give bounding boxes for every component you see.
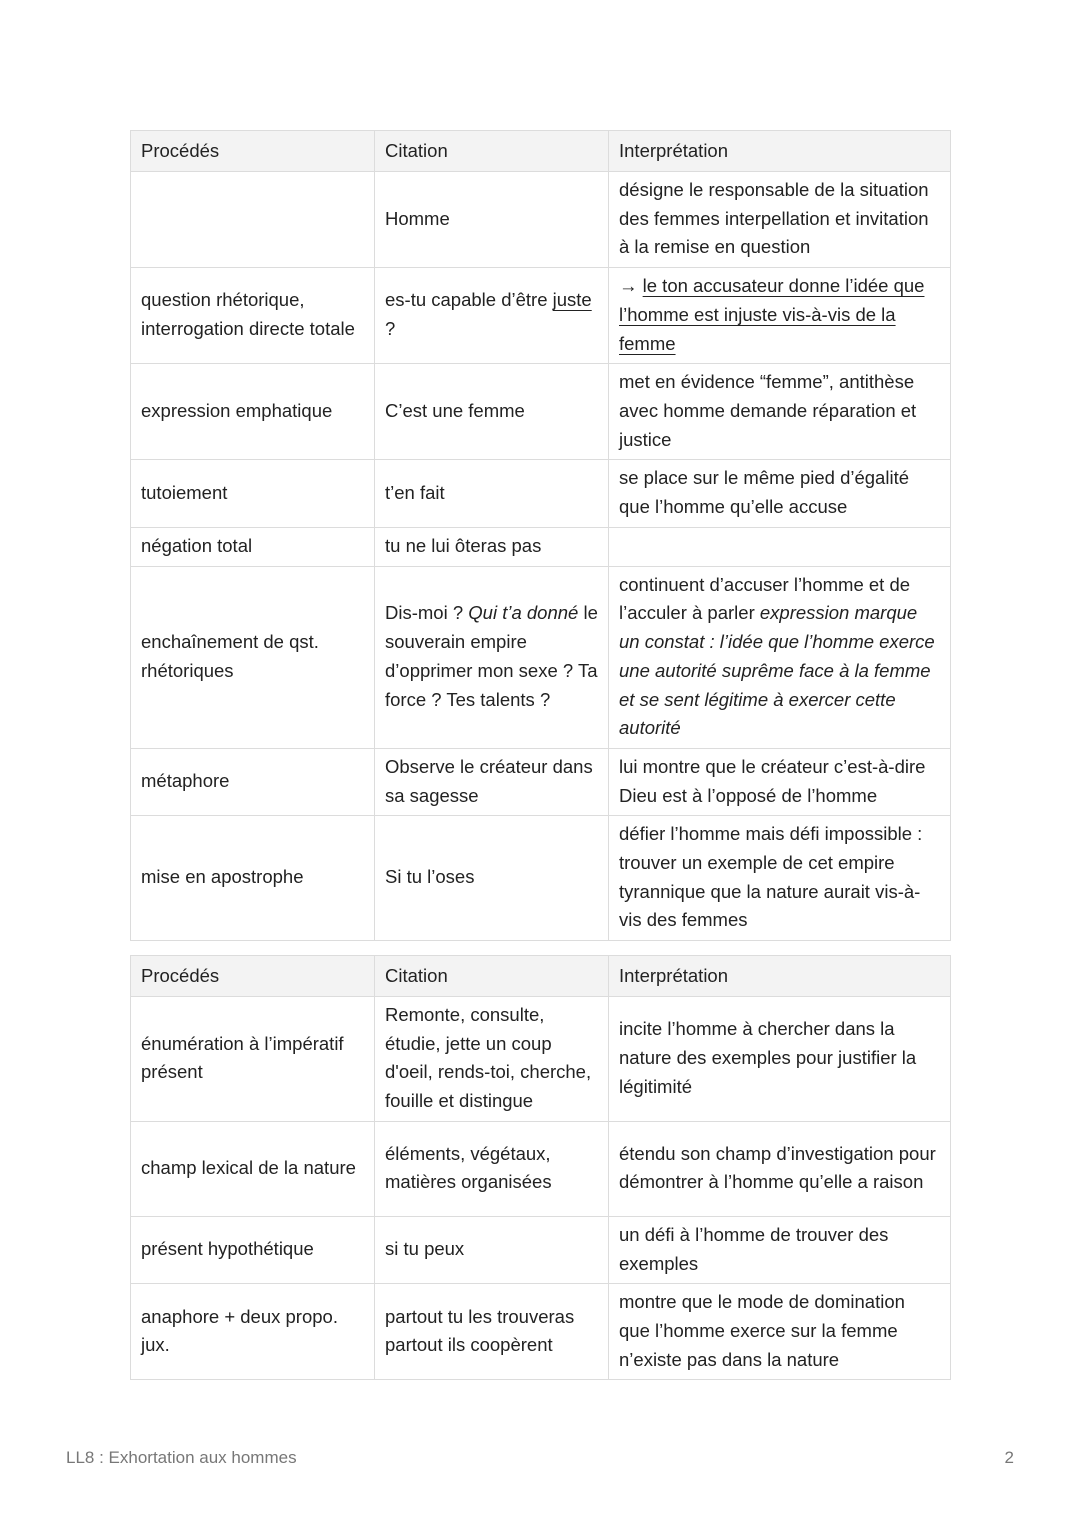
table-row xyxy=(131,997,951,1122)
arrow-icon: → xyxy=(619,275,643,297)
cell-citation: partout tu les trouveras partout ils coopèrent xyxy=(375,1284,609,1380)
table-row xyxy=(131,566,951,748)
cell-citation: éléments, végétaux, matières organisées xyxy=(375,1121,609,1216)
cell-interpretation xyxy=(609,566,951,748)
cell-interpretation: défier l’homme mais défi impossible : trouver un exemple de cet empire tyrannique que la nature aurait vis-à-vis des femmes xyxy=(609,816,951,941)
table-row xyxy=(131,268,951,364)
table-header-row xyxy=(131,131,951,172)
interpretation-underlined: le ton accusateur donne l’idée que l’homme est injuste vis-à-vis de la femme xyxy=(619,275,925,354)
citation-underlined-word: juste xyxy=(552,289,592,311)
page-number: 2 xyxy=(1004,1448,1014,1467)
cell-procede: énumération à l’impératif présent xyxy=(131,997,375,1122)
cell-interpretation: incite l’homme à chercher dans la nature des exemples pour justifier la légitimité xyxy=(609,997,951,1122)
cell-procede: métaphore xyxy=(131,748,375,815)
citation-text: Dis-moi ? xyxy=(385,602,469,624)
table-row xyxy=(131,527,951,566)
cell-interpretation: lui montre que le créateur c’est-à-dire Dieu est à l’opposé de l’homme xyxy=(609,748,951,815)
header-interpretation: Interprétation xyxy=(609,956,951,997)
cell-interpretation: un défi à l’homme de trouver des exemples xyxy=(609,1216,951,1283)
cell-procede: enchaînement de qst. rhétoriques xyxy=(131,566,375,748)
cell-procede: tutoiement xyxy=(131,460,375,527)
table-header-row xyxy=(131,956,951,997)
cell-citation xyxy=(375,566,609,748)
header-citation: Citation xyxy=(375,131,609,172)
cell-interpretation: désigne le responsable de la situation des femmes interpellation et invitation à la remise en question xyxy=(609,172,951,268)
header-procedes: Procédés xyxy=(131,956,375,997)
citation-text-end: le souverain empire d’opprimer mon sexe ? Ta force ? Tes talents ? xyxy=(385,602,598,710)
interpretation-text: continuent d’accuser l’homme et de l’acculer à parler xyxy=(619,573,911,624)
table-row xyxy=(131,1121,951,1216)
analysis-table-2 xyxy=(130,955,951,1380)
header-interpretation: Interprétation xyxy=(609,131,951,172)
table-row xyxy=(131,172,951,268)
footer-title: LL8 : Exhortation aux hommes xyxy=(66,1448,297,1467)
cell-interpretation: étendu son champ d’investigation pour démontrer à l’homme qu’elle a raison xyxy=(609,1121,951,1216)
citation-text-end: ? xyxy=(385,318,396,340)
table-row xyxy=(131,1284,951,1380)
cell-interpretation xyxy=(609,268,951,364)
cell-procede: présent hypothétique xyxy=(131,1216,375,1283)
cell-citation: si tu peux xyxy=(375,1216,609,1283)
table-row xyxy=(131,1216,951,1283)
cell-procede: anaphore + deux propo. jux. xyxy=(131,1284,375,1380)
cell-citation: tu ne lui ôteras pas xyxy=(375,527,609,566)
cell-citation: Si tu l’oses xyxy=(375,816,609,941)
table-row xyxy=(131,460,951,527)
cell-citation xyxy=(375,268,609,364)
cell-interpretation: montre que le mode de domination que l’homme exerce sur la femme n’existe pas dans la nature xyxy=(609,1284,951,1380)
header-procedes: Procédés xyxy=(131,131,375,172)
cell-procede: champ lexical de la nature xyxy=(131,1121,375,1216)
cell-procede: question rhétorique, interrogation directe totale xyxy=(131,268,375,364)
citation-text: es-tu capable d’être xyxy=(385,289,553,311)
cell-procede: expression emphatique xyxy=(131,364,375,460)
cell-interpretation: se place sur le même pied d’égalité que l’homme qu’elle accuse xyxy=(609,460,951,527)
cell-procede: négation total xyxy=(131,527,375,566)
table-row xyxy=(131,816,951,941)
table-row xyxy=(131,364,951,460)
cell-citation: Homme xyxy=(375,172,609,268)
header-citation: Citation xyxy=(375,956,609,997)
cell-procede xyxy=(131,172,375,268)
citation-italic: Qui t’a donné xyxy=(468,602,579,624)
cell-procede: mise en apostrophe xyxy=(131,816,375,941)
cell-interpretation: met en évidence “femme”, antithèse avec homme demande réparation et justice xyxy=(609,364,951,460)
interpretation-italic: expression marque un constat : l’idée que l’homme exerce une autorité suprême face à la femme et se sent légitime à exercer cette autorité xyxy=(619,602,935,739)
cell-citation: t’en fait xyxy=(375,460,609,527)
analysis-table-1 xyxy=(130,130,951,941)
cell-citation: Remonte, consulte, étudie, jette un coup d'oeil, rends-toi, cherche, fouille et distingue xyxy=(375,997,609,1122)
cell-interpretation xyxy=(609,527,951,566)
cell-citation: Observe le créateur dans sa sagesse xyxy=(375,748,609,815)
cell-citation: C’est une femme xyxy=(375,364,609,460)
table-row xyxy=(131,748,951,815)
